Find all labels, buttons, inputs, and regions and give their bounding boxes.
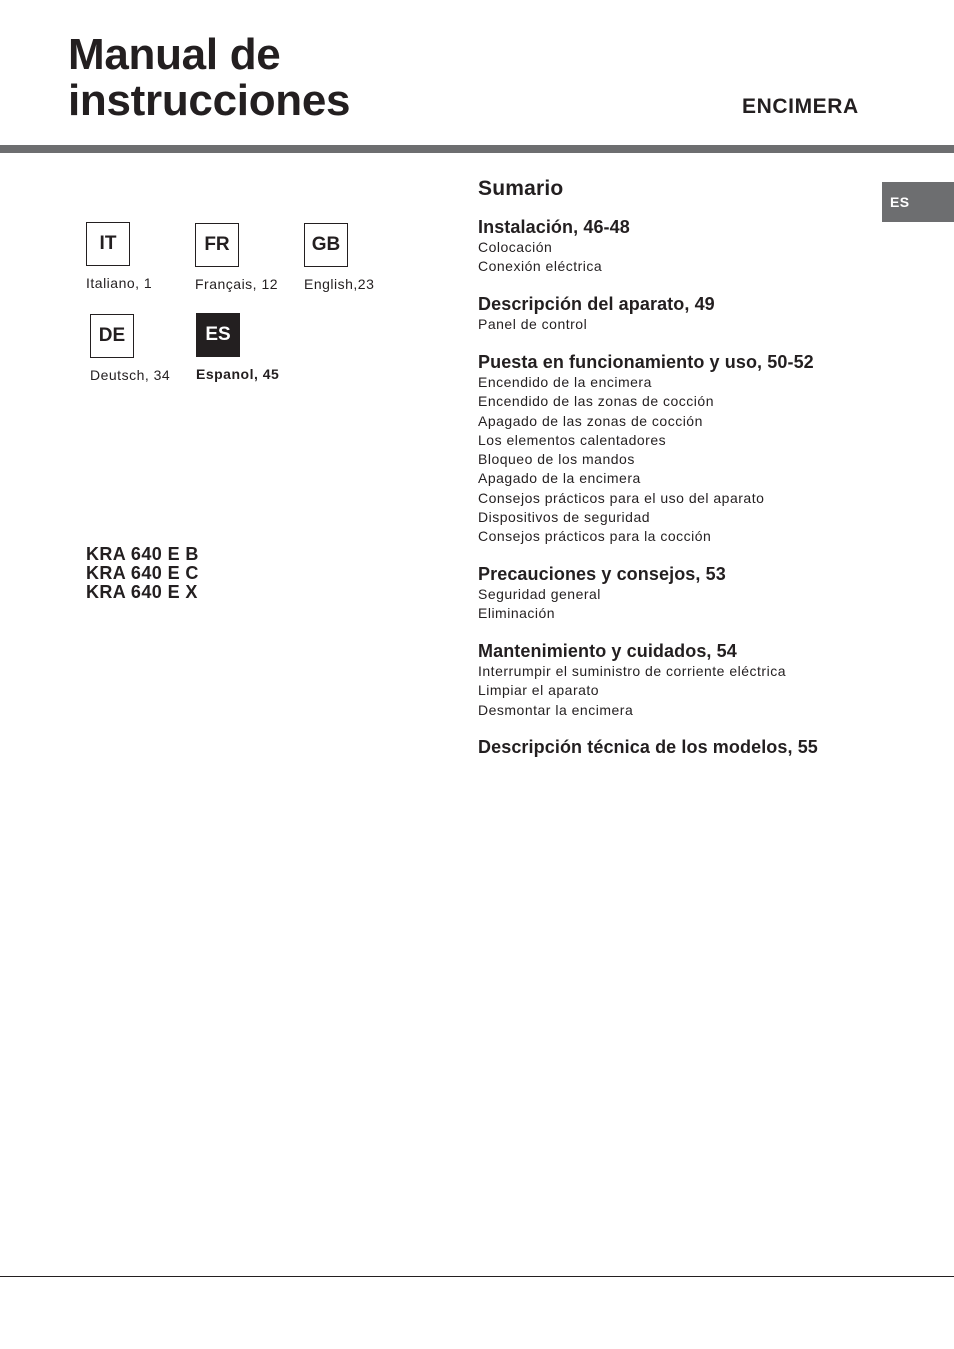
toc-item[interactable]: Apagado de la encimera [478, 470, 641, 487]
title-line-2: instrucciones [68, 76, 351, 125]
toc-item[interactable]: Encendido de la encimera [478, 374, 652, 390]
toc-item[interactable]: Colocación [478, 239, 553, 255]
toc-heading: Sumario [478, 177, 564, 200]
language-code-box: FR [195, 223, 239, 267]
footer-divider [0, 1276, 954, 1277]
toc-section-title[interactable]: Instalación, 46-48 [478, 217, 630, 237]
toc-section-title[interactable]: Precauciones y consejos, 53 [478, 564, 726, 584]
toc-section-title[interactable]: Descripción del aparato, 49 [478, 294, 715, 314]
toc-section-description [478, 293, 715, 334]
toc-section-title[interactable]: Descripción técnica de los modelos, 55 [478, 737, 818, 757]
header-divider-bar [0, 145, 954, 153]
language-link-es[interactable] [196, 313, 279, 382]
language-code-box: GB [304, 223, 348, 267]
language-link-it[interactable] [86, 222, 152, 291]
toc-section-technical [478, 736, 818, 758]
model-name: KRA 640 E C [86, 563, 199, 583]
toc-item[interactable]: Dispositivos de seguridad [478, 509, 651, 526]
toc-item[interactable]: Encendido de las zonas de cocción [478, 393, 714, 410]
language-link-gb[interactable] [304, 223, 374, 292]
language-caption: Deutsch, 34 [90, 367, 171, 383]
toc-section-title[interactable]: Puesta en funcionamiento y uso, 50-52 [478, 352, 814, 372]
model-name: KRA 640 E B [86, 544, 199, 564]
title-line-1: Manual de [68, 30, 281, 79]
toc-section-maintenance [478, 640, 786, 720]
product-type: ENCIMERA [742, 95, 859, 118]
language-link-de[interactable] [90, 314, 170, 383]
toc-item[interactable]: Apagado de las zonas de cocción [478, 412, 703, 429]
page-title [68, 32, 350, 124]
toc-section-usage [478, 351, 814, 547]
language-code-box: ES [196, 313, 240, 357]
language-tab: ES [882, 182, 954, 222]
language-caption: Italiano, 1 [86, 275, 153, 291]
toc-item[interactable]: Interrumpir el suministro de corriente eléctrica [478, 663, 786, 679]
language-code-box: IT [86, 222, 130, 266]
language-link-fr[interactable] [195, 223, 278, 292]
language-caption: English,23 [304, 276, 375, 292]
model-name: KRA 640 E X [86, 582, 198, 602]
toc-section-precautions [478, 563, 726, 624]
toc-item[interactable]: Seguridad general [478, 586, 601, 602]
toc-item[interactable]: Panel de control [478, 316, 588, 332]
table-of-contents [478, 176, 878, 757]
toc-item[interactable]: Los elementos calentadores [478, 431, 667, 448]
toc-item[interactable]: Conexión eléctrica [478, 258, 603, 275]
language-code-box: DE [90, 314, 134, 358]
toc-item[interactable]: Limpiar el aparato [478, 682, 600, 699]
toc-item[interactable]: Bloqueo de los mandos [478, 451, 635, 468]
language-caption: Espanol, 45 [196, 366, 280, 382]
model-list [86, 545, 199, 602]
toc-item[interactable]: Consejos prácticos para el uso del aparato [478, 489, 765, 506]
toc-section-title[interactable]: Mantenimiento y cuidados, 54 [478, 641, 737, 661]
toc-item[interactable]: Eliminación [478, 605, 556, 622]
toc-item[interactable]: Consejos prácticos para la cocción [478, 528, 712, 545]
toc-section-installation [478, 216, 630, 277]
toc-item[interactable]: Desmontar la encimera [478, 701, 634, 718]
language-caption: Français, 12 [195, 276, 279, 292]
